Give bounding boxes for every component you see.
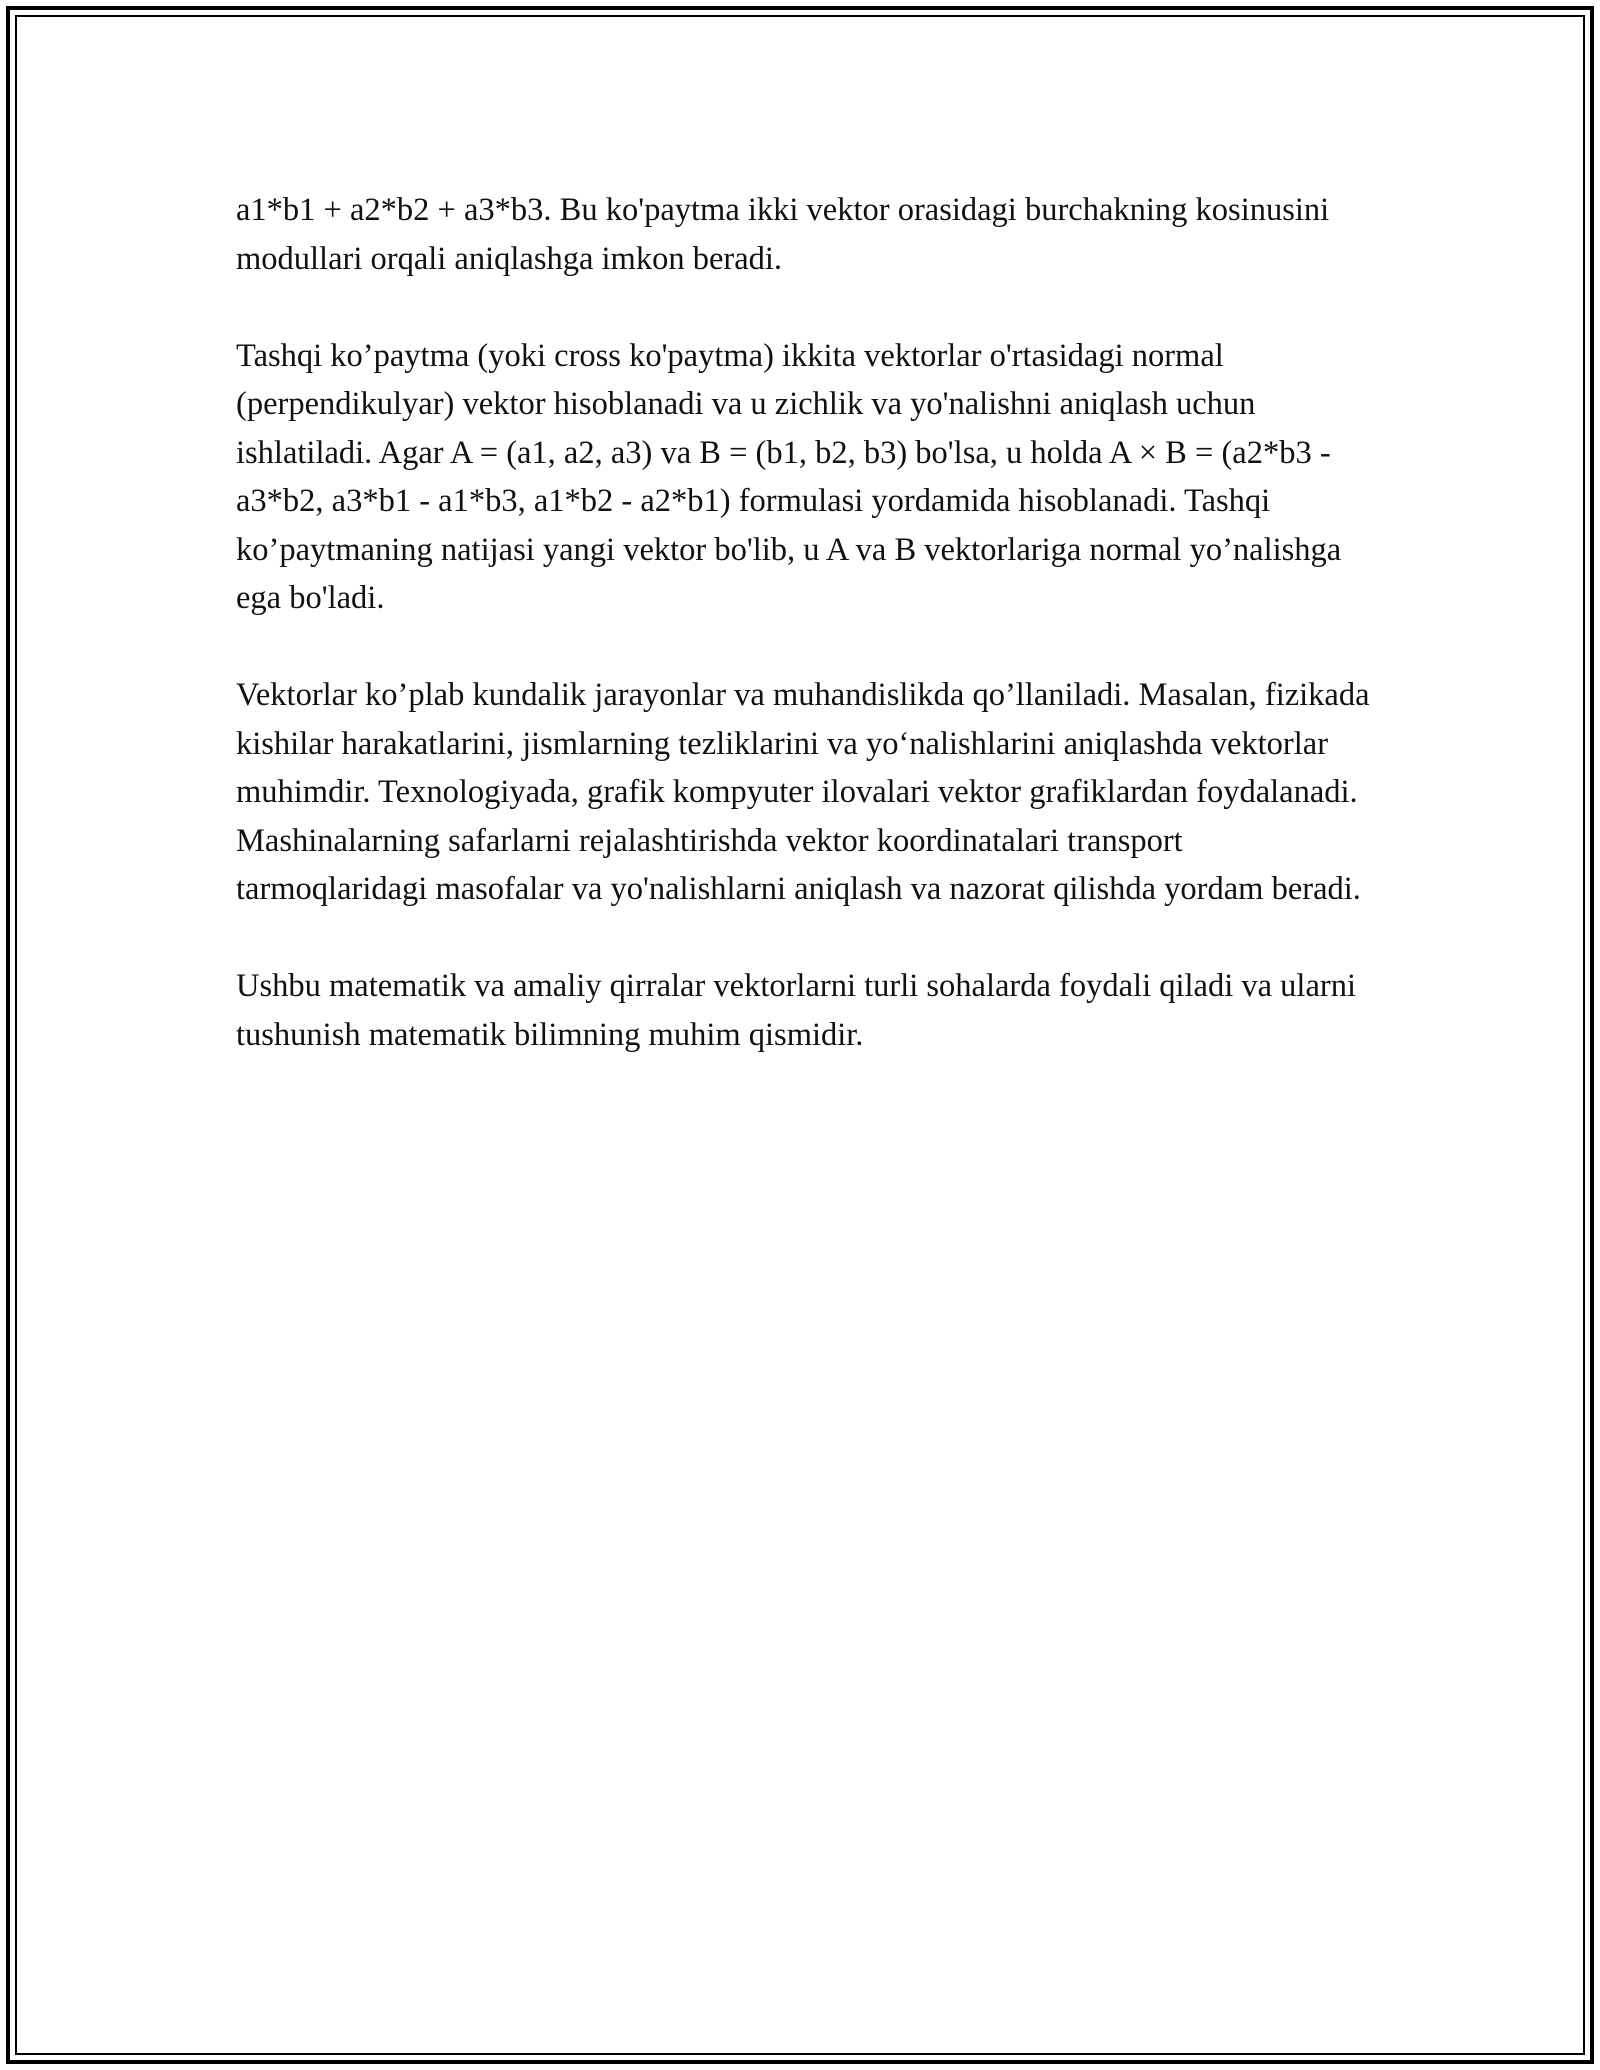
paragraph-cross-product: Tashqi ko’paytma (yoki cross ko'paytma) ikkita vektorlar o'rtasidagi normal (perpendikulyar) vektor hisoblanadi va u zichlik va yo'nalishni aniqlash uchun ishlatiladi. Agar A = (a1, a2, a3) va B = (b1, b2, b3) bo'lsa, u holda A × B = (a2*b3 - a3*b2, a3*b1 - a1*b3, a1*b2 - a2*b1) formulasi yordamida hisoblanadi. Tashqi ko’paytmaning natijasi yangi vektor bo'lib, u A va B vektorlariga normal yo’nalishga ega bo'ladi. <box>236 337 1342 616</box>
document-body <box>236 186 1376 1059</box>
paragraph-conclusion: Ushbu matematik va amaliy qirralar vektorlarni turli sohalarda foydali qiladi va ularni tushunish matematik bilimning muhim qismidir. <box>236 968 1356 1053</box>
paragraph-applications: Vektorlar ko’plab kundalik jarayonlar va muhandislikda qo’llaniladi. Masalan, fizikada kishilar harakatlarini, jismlarning tezliklarini va yo‘nalishlarini aniqlashda vektorlar muhimdir. Texnologiyada, grafik kompyuter ilovalari vektor grafiklardan foydalanadi. Mashinalarning safarlarni rejalashtirishda vektor koordinatalari transport tarmoqlaridagi masofalar va yo'nalishlarni aniqlash va nazorat qilishda yordam beradi. <box>236 677 1370 907</box>
paragraph-dot-product: a1*b1 + a2*b2 + a3*b3. Bu ko'paytma ikki vektor orasidagi burchakning kosinusini modullari orqali aniqlashga imkon beradi. <box>236 192 1330 277</box>
